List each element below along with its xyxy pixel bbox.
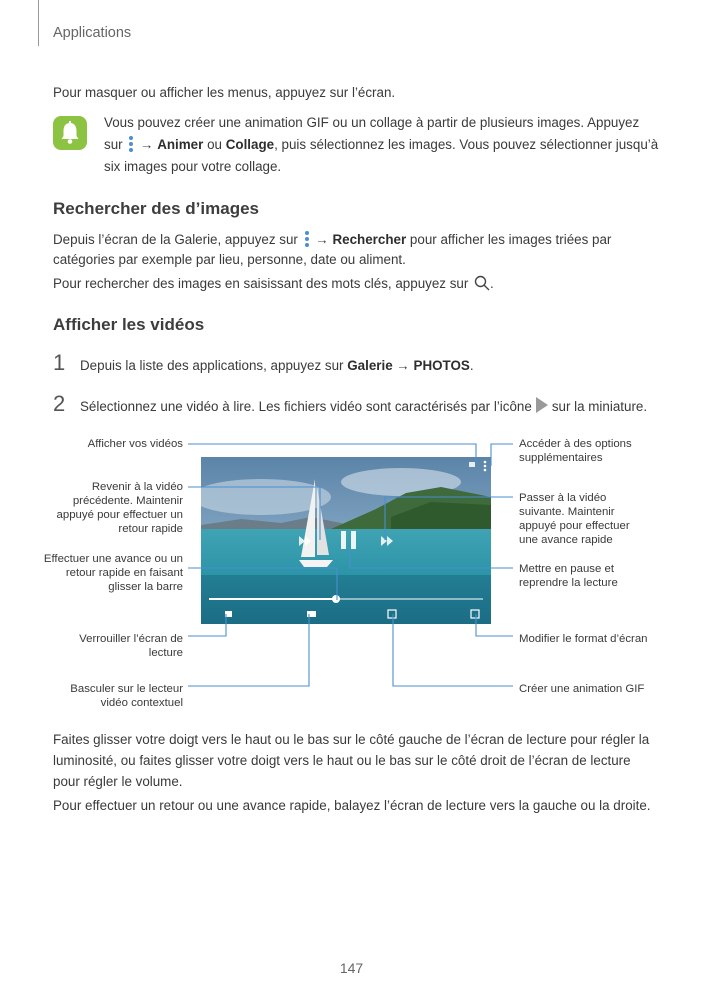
step-2-number: 2 — [53, 391, 66, 416]
callout-previous-video: Revenir à la vidéo précédente. Maintenir appuyé pour effectuer un retour rapide — [56, 481, 183, 535]
step-1-number: 1 — [53, 350, 66, 375]
callout-screen-ratio: Modifier le format d’écran — [519, 633, 648, 645]
callout-next-video: Passer à la vidéo suivante. Maintenir appuyé pour effectuer une avance rapide — [519, 492, 630, 546]
step-1-galerie: Galerie — [347, 358, 393, 373]
callout-create-gif: Créer une animation GIF — [519, 683, 645, 695]
footer-paragraph-1-line-1: Faites glisser votre doigt vers le haut ou le bas sur le côté gauche de l’écran de lecture pour régler la — [53, 732, 650, 747]
note-line-1: Vous pouvez créer une animation GIF ou un collage à partir de plusieurs images. Appuyez — [104, 115, 640, 130]
note-ou: ou — [207, 137, 222, 152]
footer-paragraph-2: Pour effectuer un retour ou une avance rapide, balayez l’écran de lecture vers la gauche ou la droite. — [53, 798, 651, 813]
step-2-a: Sélectionnez une vidéo à lire. Les fichiers vidéo sont caractérisés par l’icône — [80, 399, 532, 414]
step-2-b: sur la miniature. — [551, 399, 648, 414]
header-title: Applications — [53, 25, 132, 41]
step-1-end: . — [469, 358, 474, 373]
note-arrow: → — [140, 137, 154, 152]
footer-paragraph-1-line-2: luminosité, ou faites glisser votre doigt vers le haut ou le bas sur le côté droit de l’écran de lecture — [53, 753, 631, 768]
callout-more-options: Accéder à des options supplémentaires — [519, 438, 632, 464]
search-rechercher: Rechercher — [332, 232, 407, 247]
note-collage: Collage — [225, 137, 275, 152]
step-1-arrow: → — [396, 358, 410, 373]
search-p1-b: pour afficher les images triées par — [409, 232, 612, 247]
step-1-a: Depuis la liste des applications, appuyez sur — [80, 358, 344, 373]
intro-text: Pour masquer ou afficher les menus, appuyez sur l’écran. — [53, 85, 396, 100]
callout-show-videos: Afficher vos vidéos — [87, 438, 183, 450]
footer-paragraph-1-line-3: pour régler le volume. — [53, 774, 183, 789]
callout-lock-screen: Verrouiller l’écran de lecture — [79, 633, 183, 659]
note-sur: sur — [104, 137, 123, 152]
search-heading: Rechercher des d’images — [53, 199, 259, 218]
search-paragraph-1-line-2: catégories par exemple par lieu, personne, date ou aliment. — [53, 252, 406, 267]
note-animer: Animer — [157, 137, 204, 152]
callout-pause-resume: Mettre en pause et reprendre la lecture — [519, 563, 618, 589]
page-number: 147 — [339, 960, 364, 976]
search-arrow: → — [315, 232, 329, 247]
step-1-photos: PHOTOS — [413, 358, 470, 373]
videos-heading: Afficher les vidéos — [53, 315, 205, 334]
search-p1-a: Depuis l’écran de la Galerie, appuyez sur — [53, 232, 298, 247]
search-p2: Pour rechercher des images en saisissant des mots clés, appuyez sur — [53, 276, 469, 291]
callout-popup-player: Basculer sur le lecteur vidéo contextuel — [70, 683, 183, 709]
search-p2-end: . — [490, 276, 494, 291]
callout-seek-bar: Effectuer une avance ou un retour rapide en faisant glisser la barre — [43, 553, 183, 593]
note-line-3: six images pour votre collage. — [104, 159, 282, 174]
note-rest: , puis sélectionnez les images. Vous pouvez sélectionner jusqu’à — [274, 137, 659, 152]
